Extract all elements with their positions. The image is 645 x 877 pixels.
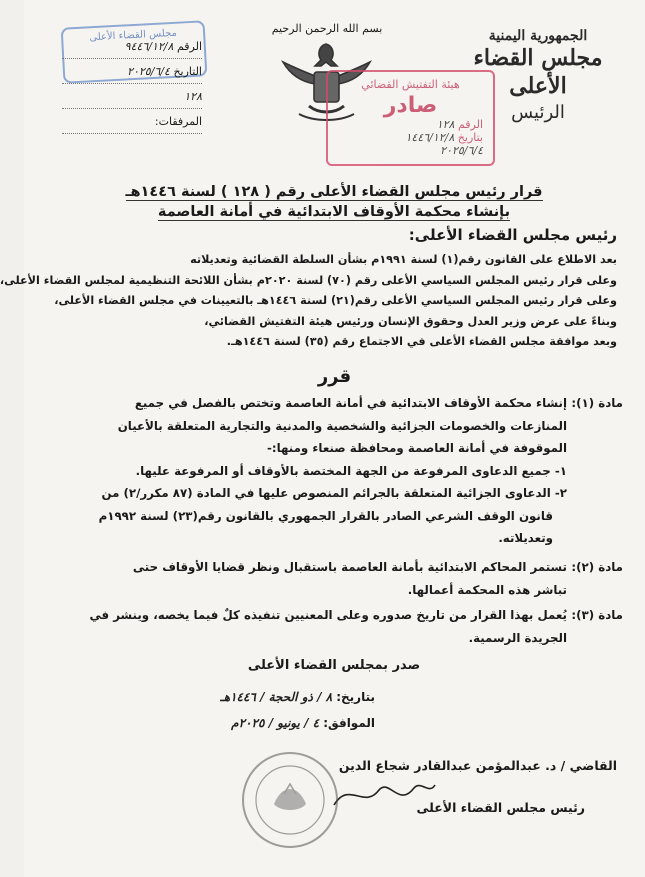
article-line: قانون الوقف الشرعي الصادر بالقرار الجمهوري بالقانون رقم(٢٣) لسنة ١٩٩٢م (98, 508, 553, 523)
office-name: الرئيس (511, 102, 565, 123)
official-seal-icon (242, 752, 338, 848)
country-name: الجمهورية اليمنية (488, 28, 588, 44)
extra-value: ١٢٨ (184, 90, 202, 103)
decision-word: قرر (317, 366, 352, 387)
article-label: مادة (٣): (571, 608, 623, 622)
stamp-number-row (328, 118, 493, 131)
preamble-line: وبناءً على عرض وزير العدل وحقوق الإنسان ورئيس هيئة التفتيش القضائي، (204, 314, 617, 328)
signatory-name: القاضي / د. عبدالمؤمن عبدالقادر شجاع الدين (338, 758, 617, 773)
preamble-line: وعلى قرار رئيس المجلس السياسي الأعلى رقم (٧٠) لسنة ٢٠٢٠م بشأن اللائحة التنظيمية لمجلس القضاء الأعلى، (0, 273, 617, 287)
preamble-line: بعد الاطلاع على القانون رقم(١) لسنة ١٩٩١م بشأن السلطة القضائية وتعديلاته (190, 253, 617, 266)
council-name: مجلس القضاء الأعلى (473, 45, 603, 99)
article-line: تستمر المحاكم الابتدائية بأمانة العاصمة باستقبال ونظر قضايا الأوقاف حتى (132, 560, 567, 574)
article-line: الموقوفة في أمانة العاصمة ومحافظة صنعاء ومنها:- (266, 441, 567, 455)
article-1 (50, 392, 623, 550)
greg-date-row (220, 710, 375, 736)
decision-title (84, 182, 584, 222)
article-line: وتعديلاته. (498, 531, 553, 545)
article-label: مادة (١): (571, 396, 623, 410)
handwritten-signature (329, 770, 439, 820)
article-line: يُعمل بهذا القرار من تاريخ صدوره وعلى المعنيين تنفيذه كلٌ فيما يخصه، وينشر في (89, 608, 567, 622)
title-line-1: قرار رئيس مجلس القضاء الأعلى رقم ( ١٢٨ ) لسنة ١٤٤٦هـ (125, 184, 543, 200)
greg-value: ٤ / يونيو / ٢٠٢٥م (231, 716, 320, 730)
ref-value: ٩٤٤٦/١٢/٨ (124, 40, 174, 53)
attachments-label: المرفقات: (154, 115, 202, 128)
date-label: التاريخ (173, 65, 202, 78)
issued-line: صدر بمجلس القضاء الأعلى (247, 658, 421, 673)
article-line: إنشاء محكمة الأوقاف الابتدائية في أمانة العاصمة وتختص بالفصل في جميع (134, 396, 567, 410)
stamp-word: صادر (383, 93, 438, 118)
stamp-number-value: ١٢٨ (436, 118, 455, 131)
issuer-heading: رئيس مجلس القضاء الأعلى: (408, 226, 617, 244)
article-line: ١- جميع الدعاوى المرفوعة من الجهة المختصة بالأوقاف أو المرفوعة عليها. (135, 463, 567, 478)
article-3 (50, 604, 623, 649)
article-line: المنازعات والخصومات الجزائية والشخصية والمدنية والتجارية المتعلقة بالأعيان (117, 418, 567, 433)
basmala: بسم الله الرحمن الرحيم (271, 22, 383, 35)
stamp-dept: هيئة التفتيش القضائي (361, 78, 460, 91)
stamp-date-label: بتاريخ (457, 131, 483, 144)
stamp-number-label: الرقم (457, 118, 483, 131)
preamble-line: وبعد موافقة مجلس القضاء الأعلى في الاجتماع رقم (٣٥) لسنة ١٤٤٦هـ. (226, 335, 617, 348)
hijri-date-row (220, 684, 375, 710)
hijri-label: بتاريخ: (336, 690, 375, 704)
stamp-date-value: ١٤٤٦/١٢/٨ (405, 131, 455, 144)
title-line-2: بإنشاء محكمة الأوقاف الابتدائية في أمانة العاصمة (157, 204, 511, 220)
ref-number-row (62, 40, 202, 59)
preamble-line: وعلى قرار رئيس المجلس السياسي الأعلى رقم(٢١) لسنة ١٤٤٦هـ بالتعيينات في مجلس القضاء الأعلى، (54, 294, 617, 307)
date-value: ٢٠٢٥/٦/٤ (127, 65, 170, 78)
article-line: الجريدة الرسمية. (468, 630, 567, 645)
preamble (0, 250, 617, 353)
greg-label: الموافق: (323, 716, 375, 730)
date-row (62, 65, 202, 84)
stamp-date-value-2: ٢٠٢٥/٦/٤ (440, 144, 483, 157)
article-line: تباشر هذه المحكمة أعمالها. (407, 582, 567, 597)
article-label: مادة (٢): (571, 560, 623, 574)
reference-block (62, 40, 202, 140)
article-line: ٢- الدعاوى الجزائية المتعلقة بالجرائم المنصوص عليها في المادة (٨٧ مكرر/٢) من (101, 486, 567, 500)
hijri-value: ٨ / ذو الحجة / ١٤٤٦هـ (220, 690, 333, 704)
article-2 (50, 556, 623, 601)
ref-label: الرقم (176, 40, 202, 53)
outgoing-stamp (326, 70, 495, 166)
issue-dates (220, 684, 375, 736)
stamp-text: مجلس القضاء الأعلى (89, 27, 178, 44)
extra-row (62, 90, 202, 109)
signatory-title: رئيس مجلس القضاء الأعلى (416, 800, 585, 815)
attachments-row (62, 115, 202, 134)
stamp-date-row (328, 131, 493, 144)
